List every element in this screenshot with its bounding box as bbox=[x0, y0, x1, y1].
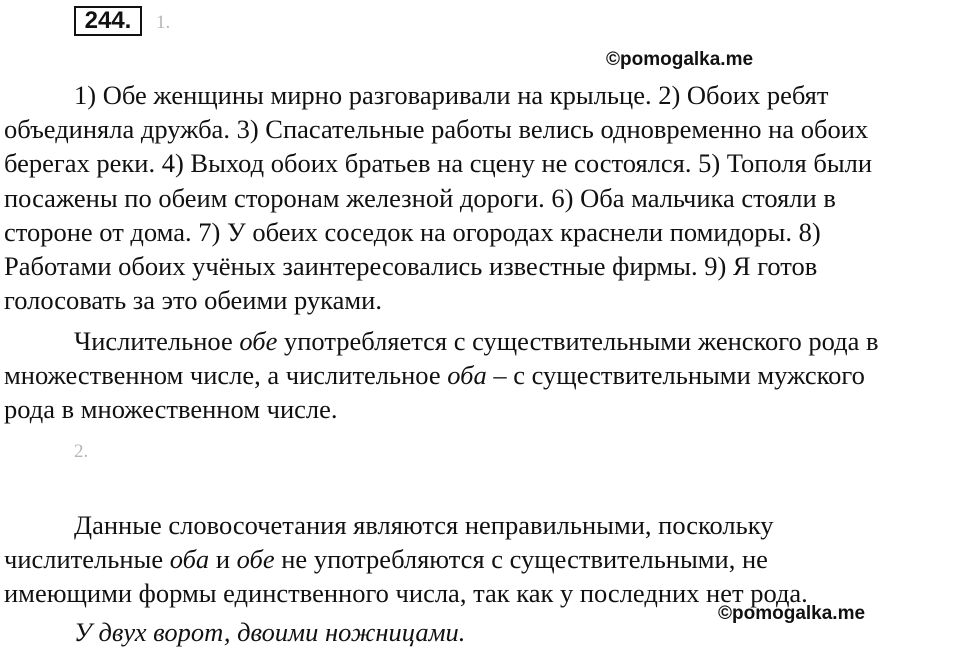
text-line: числительные оба и обе не употребляются с существительными, не bbox=[4, 544, 768, 575]
text-line: посажены по обеим сторонам железной дороги. 6) Оба мальчика стояли в bbox=[4, 182, 836, 213]
part-2-label: 2. bbox=[74, 441, 89, 462]
italic-word: обе bbox=[239, 326, 278, 356]
text-line: У двух ворот, двоими ножницами. bbox=[74, 617, 466, 647]
rule-paragraph bbox=[4, 324, 960, 427]
text-line: 1) Обе женщины мирно разговаривали на крыльце. 2) Обоих ребят bbox=[74, 80, 829, 110]
text-line: берегах реки. 4) Выход обоих братьев на сцену не состоялся. 5) Тополя были bbox=[4, 148, 873, 179]
sentences-paragraph bbox=[4, 78, 960, 317]
text-line: множественном числе, а числительное оба – с существительными мужского bbox=[4, 360, 865, 391]
example-paragraph bbox=[4, 615, 960, 649]
text-line: имеющими формы единственного числа, так как у последних нет рода. bbox=[4, 578, 808, 609]
text-line: Работами обоих учёных заинтересовались известные фирмы. 9) Я готов bbox=[4, 251, 818, 282]
part-1-label: 1. bbox=[156, 12, 171, 33]
text-line: рода в множественном числе. bbox=[4, 394, 338, 425]
italic-word: оба bbox=[169, 544, 210, 575]
text-line: голосовать за это обеими руками. bbox=[4, 285, 382, 316]
italic-word: оба bbox=[447, 360, 487, 391]
watermark-bottom: ©pomogalka.me bbox=[718, 603, 866, 624]
text-line: Данные словосочетания являются неправильными, поскольку bbox=[74, 510, 774, 540]
exercise-number-box: 244. bbox=[74, 6, 142, 36]
text-line: объединяла дружба. 3) Спасательные работы велись одновременно на обоих bbox=[4, 114, 869, 145]
text-line: Числительное обе употребляется с существительными женского рода в bbox=[74, 326, 879, 356]
text-line: стороне от дома. 7) У обеих соседок на огородах краснели помидоры. 8) bbox=[4, 216, 821, 247]
explanation-paragraph bbox=[4, 508, 960, 611]
italic-word: обе bbox=[236, 544, 275, 575]
watermark-top: ©pomogalka.me bbox=[606, 49, 754, 70]
